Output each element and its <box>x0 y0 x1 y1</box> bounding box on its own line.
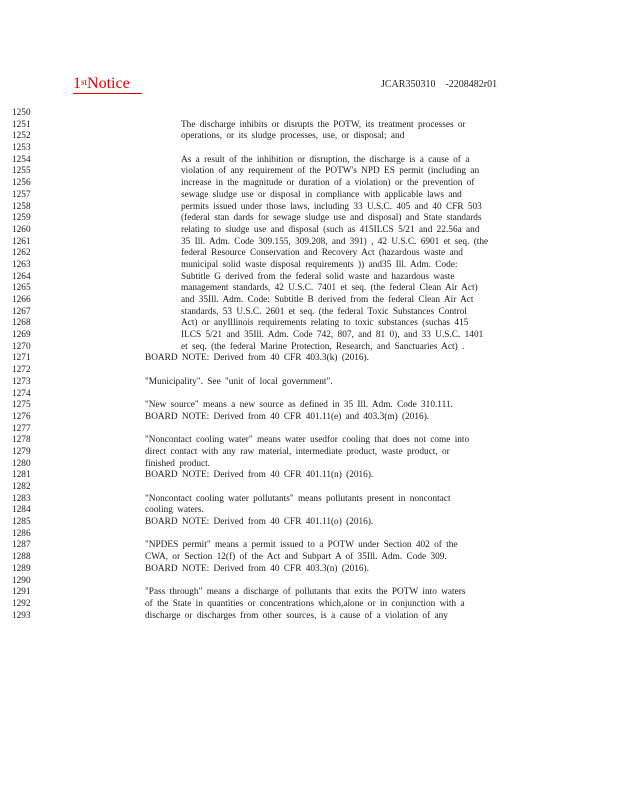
line-text: violation of any requirement of the POTW's NPD ES permit (including an <box>181 166 480 177</box>
document-line <box>0 248 618 260</box>
document-line <box>0 131 618 143</box>
document-line <box>0 295 618 307</box>
line-number: 1266 <box>12 295 31 305</box>
document-line <box>0 377 618 389</box>
line-text: cooling waters. <box>145 505 204 516</box>
line-number: 1290 <box>12 575 31 586</box>
line-text: of the State in quantities or concentrations which,alone or in conjunction with a <box>145 598 465 609</box>
line-text: CWA, or Section 12(f) of the Act and Subpart A of 35Ill. Adm. Code 309. <box>145 552 447 563</box>
line-text: "Noncontact cooling water" means water usedfor cooling that does not come into <box>145 435 470 446</box>
line-number: 1255 <box>12 166 31 177</box>
line-text: Act) or anyIllinois requirements relating to toxic substances (suchas 415 <box>181 318 469 329</box>
line-number: 1279 <box>12 446 31 457</box>
document-line <box>0 564 618 576</box>
line-number: 1268 <box>12 318 31 329</box>
line-number: 1292 <box>12 598 31 609</box>
line-text: increase in the magnitude or duration of a violation) or the prevention of <box>181 178 475 189</box>
line-number: 1257 <box>12 189 31 200</box>
line-number: 1276 <box>12 411 31 422</box>
document-line <box>0 225 618 237</box>
line-number: 1263 <box>12 259 31 270</box>
line-number: 1286 <box>12 528 31 539</box>
document-line <box>0 459 618 471</box>
document-line <box>0 213 618 225</box>
line-text: municipal solid waste disposal requirements )) and35 Ill. Adm. Code: <box>181 259 458 270</box>
line-number: 1269 <box>12 330 31 341</box>
line-number: 1291 <box>12 587 31 598</box>
line-number: 1272 <box>12 365 31 376</box>
line-number: 1264 <box>12 271 31 282</box>
line-number: 1259 <box>12 213 31 224</box>
document-line <box>0 494 618 506</box>
line-number: 1275 <box>12 400 31 411</box>
line-number: 1271 <box>12 353 31 364</box>
document-line <box>0 529 618 541</box>
line-text: permits issued under those laws, including 33 U.S.C. 405 and 40 CFR 503 <box>181 201 482 212</box>
line-number: 1293 <box>12 610 31 621</box>
line-text: (federal stan dards for sewage sludge use and disposal) and State standards <box>181 213 482 224</box>
document-line <box>0 178 618 190</box>
notice-number: 1 <box>73 75 81 92</box>
line-number: 1262 <box>12 248 31 259</box>
document-line <box>0 447 618 459</box>
document-line <box>0 342 618 354</box>
line-number: 1274 <box>12 388 31 399</box>
document-line <box>0 202 618 214</box>
line-text: Subtitle G derived from the federal solid waste and hazardous waste <box>181 271 455 282</box>
line-number: 1283 <box>12 493 31 504</box>
document-line <box>0 120 618 132</box>
document-line <box>0 470 618 482</box>
document-line <box>0 143 618 155</box>
document-line <box>0 587 618 599</box>
line-text: As a result of the inhibition or disruption, the discharge is a cause of a <box>181 154 470 165</box>
document-line <box>0 237 618 249</box>
line-number: 1284 <box>12 505 31 516</box>
line-number: 1285 <box>12 517 31 528</box>
line-number: 1258 <box>12 201 31 212</box>
document-line <box>0 353 618 365</box>
line-number: 1287 <box>12 540 31 551</box>
line-number: 1270 <box>12 341 31 352</box>
notice-ordinal-suffix: st <box>81 77 88 87</box>
document-body <box>0 108 618 622</box>
document-line <box>0 365 618 377</box>
document-line <box>0 412 618 424</box>
line-text: BOARD NOTE: Derived from 40 CFR 403.3(n) (2016). <box>145 563 369 574</box>
line-text: The discharge inhibits or disrupts the POTW, its treatment processes or <box>181 119 466 130</box>
document-line <box>0 307 618 319</box>
line-text: BOARD NOTE: Derived from 40 CFR 401.11(n) (2016). <box>145 470 374 481</box>
line-number: 1280 <box>12 458 31 469</box>
line-number: 1252 <box>12 131 31 142</box>
line-text: BOARD NOTE: Derived from 40 CFR 401.11(o) (2016). <box>145 517 374 528</box>
line-text: "NPDES permit" means a permit issued to a POTW under Section 402 of the <box>145 540 458 551</box>
document-line <box>0 599 618 611</box>
document-line <box>0 330 618 342</box>
line-number: 1251 <box>12 119 31 130</box>
document-line <box>0 576 618 588</box>
line-number: 1256 <box>12 178 31 189</box>
line-number: 1288 <box>12 552 31 563</box>
line-number: 1281 <box>12 470 31 481</box>
line-number: 1282 <box>12 482 31 492</box>
line-text: "Pass through" means a discharge of pollutants that exits the POTW into waters <box>145 587 466 598</box>
line-number: 1273 <box>12 376 31 387</box>
line-text: relating to sludge use and disposal (such as 415ILCS 5/21 and 22.56a and <box>181 224 480 235</box>
line-text: direct contact with any raw material, intermediate product, waste product, or <box>145 446 450 457</box>
notice-label: Notice <box>87 75 130 92</box>
line-text: BOARD NOTE: Derived from 40 CFR 401.11(e) and 403.3(m) (2016). <box>145 411 430 422</box>
line-number: 1289 <box>12 563 31 574</box>
line-text: finished product. <box>145 458 210 469</box>
document-line <box>0 260 618 272</box>
line-text: and 35Ill. Adm. Code: Subtitle B derived from the federal Clean Air Act <box>181 295 474 305</box>
document-line <box>0 435 618 447</box>
document-line <box>0 540 618 552</box>
line-text: discharge or discharges from other sources, is a cause of a violation of any <box>145 610 448 621</box>
line-number: 1261 <box>12 236 31 247</box>
line-text: 35 Ill. Adm. Code 309.155, 309.208, and 391) , 42 U.S.C. 6901 et seq. (the <box>181 236 489 247</box>
document-line <box>0 190 618 202</box>
line-text: ILCS 5/21 and 35Ill. Adm. Code 742, 807, and 81 0), and 33 U.S.C. 1401 <box>181 330 484 341</box>
line-number: 1267 <box>12 306 31 317</box>
document-line <box>0 272 618 284</box>
line-text: "New source" means a new source as defined in 35 Ill. Adm. Code 310.111. <box>145 400 453 411</box>
line-number: 1260 <box>12 224 31 235</box>
document-line <box>0 108 618 120</box>
line-number: 1265 <box>12 283 31 294</box>
document-id: JCAR350310 -2208482r01 <box>381 79 498 90</box>
document-line <box>0 517 618 529</box>
document-line <box>0 400 618 412</box>
document-line <box>0 611 618 623</box>
document-line <box>0 482 618 494</box>
document-line <box>0 318 618 330</box>
line-text: management standards, 42 U.S.C. 7401 et seq. (the federal Clean Air Act) <box>181 283 478 294</box>
line-text: et seq. (the federal Marine Protection, Research, and Sanctuaries Act) . <box>181 341 465 352</box>
notice-heading <box>73 75 142 94</box>
line-text: federal Resource Conservation and Recovery Act (hazardous waste and <box>181 248 463 259</box>
line-text: BOARD NOTE: Derived from 40 CFR 403.3(k) (2016). <box>145 353 369 364</box>
line-text: operations, or its sludge processes, use, or disposal; and <box>181 131 405 142</box>
line-text: standards, 53 U.S.C. 2601 et seq. (the federal Toxic Substances Control <box>181 306 467 317</box>
line-text: sewage sludge use or disposal in compliance with applicable laws and <box>181 189 462 200</box>
line-number: 1253 <box>12 143 31 154</box>
document-line <box>0 283 618 295</box>
line-number: 1250 <box>12 108 31 118</box>
document-line <box>0 505 618 517</box>
document-line <box>0 166 618 178</box>
line-number: 1277 <box>12 423 31 434</box>
document-line <box>0 155 618 167</box>
line-number: 1278 <box>12 435 31 446</box>
line-number: 1254 <box>12 154 31 165</box>
document-line <box>0 424 618 436</box>
line-text: "Municipality". See "unit of local government". <box>145 376 333 387</box>
line-text: "Noncontact cooling water pollutants" means pollutants present in noncontact <box>145 493 451 504</box>
document-line <box>0 552 618 564</box>
document-line <box>0 389 618 401</box>
